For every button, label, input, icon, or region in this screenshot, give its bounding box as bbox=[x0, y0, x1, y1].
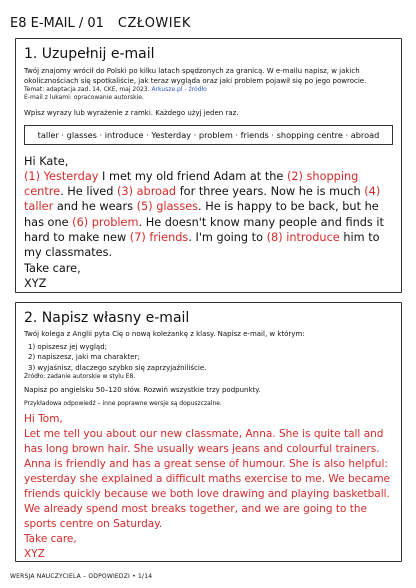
task2-paragraph: Anna is friendly and has a great sense of humour. She is also helpful: yesterday she explained a difficult maths exercise to me. We became friends quickly because we both love drawing and playing basketball. We already spend most breaks together, and we are going to the sports centre on Saturday. bbox=[24, 457, 391, 530]
task2-point: 1) opiszesz jej wygląd; bbox=[28, 342, 108, 351]
task1-source-prefix: Temat: adaptacja zad. 14, CKE, maj 2023. bbox=[24, 86, 152, 93]
task2-rules: Napisz po angielsku 50–120 słów. Rozwiń wszystkie trzy podpunkty. bbox=[24, 386, 261, 394]
task1-closing: Take care, bbox=[24, 261, 81, 275]
task2-example-note: Przykładowa odpowiedź – inne poprawne wersje są dopuszczalne. bbox=[24, 399, 222, 407]
answer-gap: (3) abroad bbox=[117, 185, 177, 199]
task2-title: 2. Napisz własny e-mail bbox=[24, 310, 190, 326]
task1-signature: XYZ bbox=[24, 276, 47, 290]
answer-gap: (6) problem bbox=[72, 215, 139, 229]
answer-gap: (2) shopping centre bbox=[24, 169, 359, 199]
answer-gap: (4) taller bbox=[24, 185, 381, 214]
email-text: . He lived bbox=[60, 185, 118, 199]
answer-gap: (5) glasses bbox=[136, 200, 199, 214]
task2-point: 2) napiszesz, jaki ma charakter; bbox=[28, 353, 140, 361]
task1-greeting: Hi Kate, bbox=[24, 154, 69, 168]
task1-source bbox=[16, 86, 401, 94]
task2-card bbox=[15, 302, 402, 562]
task2-source: Źródło: zadanie autorskie w stylu E8. bbox=[24, 373, 136, 380]
task2-points bbox=[16, 342, 401, 374]
email-text: and he wears bbox=[53, 200, 137, 214]
task2-signature: XYZ bbox=[24, 547, 45, 560]
page-header bbox=[10, 12, 191, 34]
email-text: him to my classmates. bbox=[24, 230, 380, 260]
task1-card bbox=[15, 38, 402, 293]
email-text: for three years. Now he is much bbox=[176, 185, 365, 199]
task1-title: 1. Uzupełnij e-mail bbox=[24, 46, 155, 62]
task2-point: 3) wyjaśnisz, dlaczego szybko się zaprzyjaźniliście. bbox=[28, 363, 207, 372]
task1-source-link[interactable]: Arkusze.pl - źródło bbox=[151, 86, 207, 93]
email-text: . I'm going to bbox=[188, 230, 267, 244]
word-box: taller · glasses · introduce · Yesterday · problem · friends · shopping centre · abroad bbox=[24, 125, 393, 145]
worksheet-code: E8 E-MAIL / 01 bbox=[10, 15, 104, 31]
task2-instruction: Twój kolega z Anglii pyta Cię o nową koleżankę z klasy. Napisz e-mail, w którym: bbox=[24, 330, 305, 338]
task1-email-body bbox=[16, 169, 401, 261]
answer-gap: (7) friends bbox=[129, 230, 189, 244]
task2-closing: Take care, bbox=[24, 532, 77, 545]
task1-word-instruction: Wpisz wyrazy lub wyrażenie z ramki. Każdego użyj jeden raz. bbox=[24, 109, 239, 117]
email-text: I met my old friend Adam at the bbox=[98, 169, 287, 183]
email-text: . He doesn't know many people and finds it hard to make new bbox=[24, 215, 384, 244]
page-footer: WERSJA NAUCZYCIELA – ODPOWIEDZI • 1/14 bbox=[10, 573, 153, 580]
worksheet-topic: CZŁOWIEK bbox=[117, 15, 191, 31]
answer-gap: (8) introduce bbox=[266, 230, 340, 244]
task1-source-line2: E-mail z lukami: opracowanie autorskie. bbox=[24, 93, 144, 101]
task1-instruction: Twój znajomy wrócił do Polski po kilku latach spędzonych za granicą. W e-mailu napisz, w jakich okolicznościach się spotkaliście, jak teraz wygląda oraz jaki problem pojawił się po jego powrocie. bbox=[24, 67, 367, 85]
task2-greeting: Hi Tom, bbox=[24, 412, 63, 425]
task2-paragraph: Let me tell you about our new classmate, Anna. She is quite tall and has long brown hair. She usually wears jeans and colourful trainers. bbox=[24, 427, 384, 455]
answer-gap: (1) Yesterday bbox=[24, 169, 99, 183]
email-text: . He is happy to be back, but he has one bbox=[24, 200, 379, 229]
